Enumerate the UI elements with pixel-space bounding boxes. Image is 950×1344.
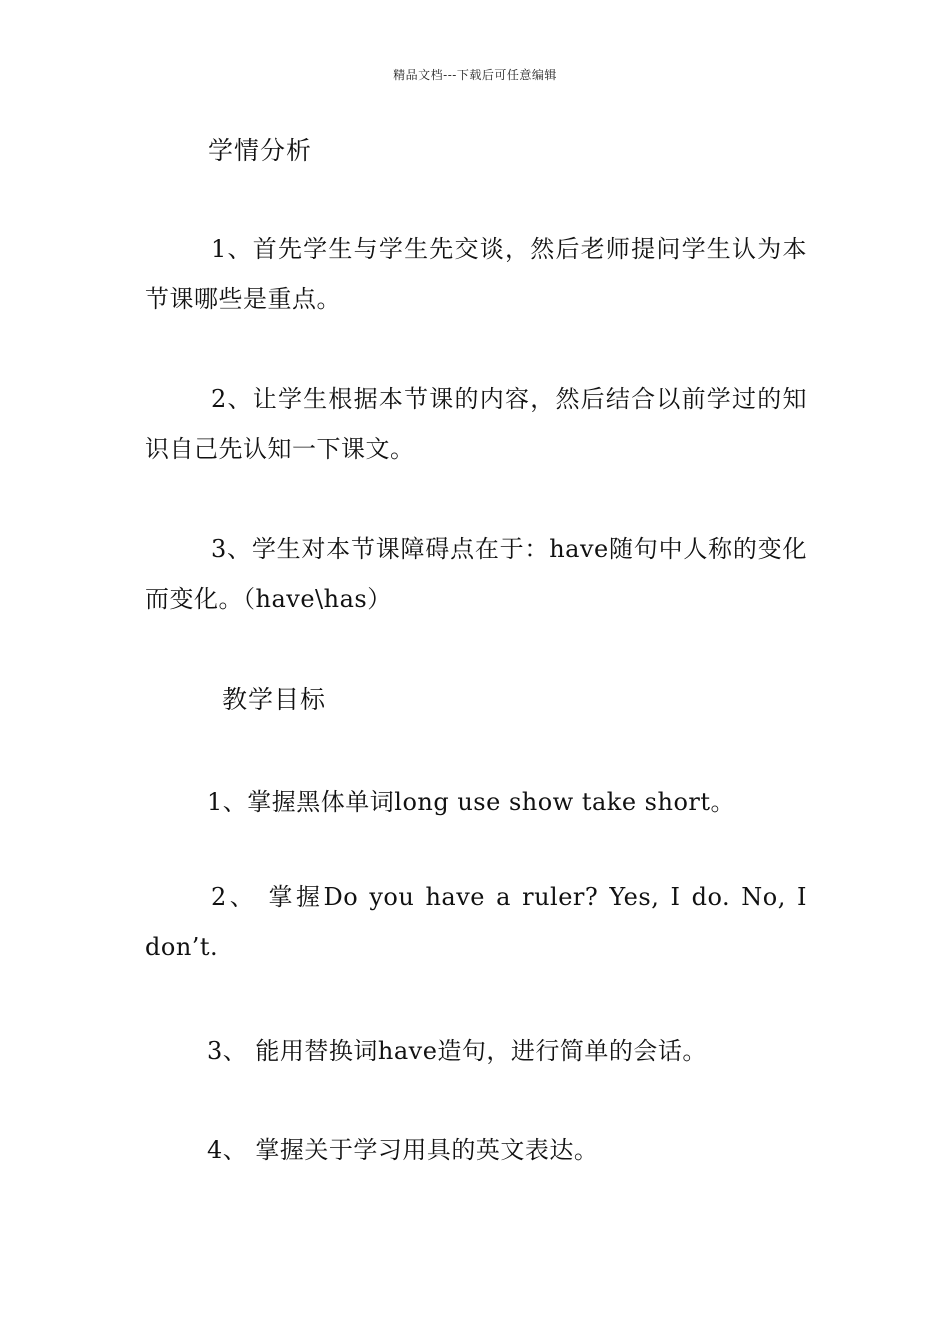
page-header: 精品文档---下载后可任意编辑 (393, 68, 557, 82)
section-heading-objectives: 教学目标 (222, 685, 327, 714)
analysis-item-2: 2、让学生根据本节课的内容，然后结合以前学过的知识自己先认知一下课文。 (145, 385, 807, 463)
objective-item-2: 2、 掌握Do you have a ruler? Yes, I do. No, I don’t. (145, 883, 807, 961)
analysis-item-1: 1、首先学生与学生先交谈，然后老师提问学生认为本节课哪些是重点。 (145, 235, 807, 313)
objective-item-4: 4、 掌握关于学习用具的英文表达。 (207, 1136, 599, 1164)
analysis-item-3: 3、学生对本节课障碍点在于：have随句中人称的变化而变化。（have\has） (145, 535, 807, 613)
section-heading-analysis: 学情分析 (208, 136, 313, 165)
objective-item-1: 1、掌握黑体单词long use show take short。 (207, 788, 736, 816)
objective-item-3: 3、 能用替换词have造句，进行简单的会话。 (207, 1037, 707, 1065)
